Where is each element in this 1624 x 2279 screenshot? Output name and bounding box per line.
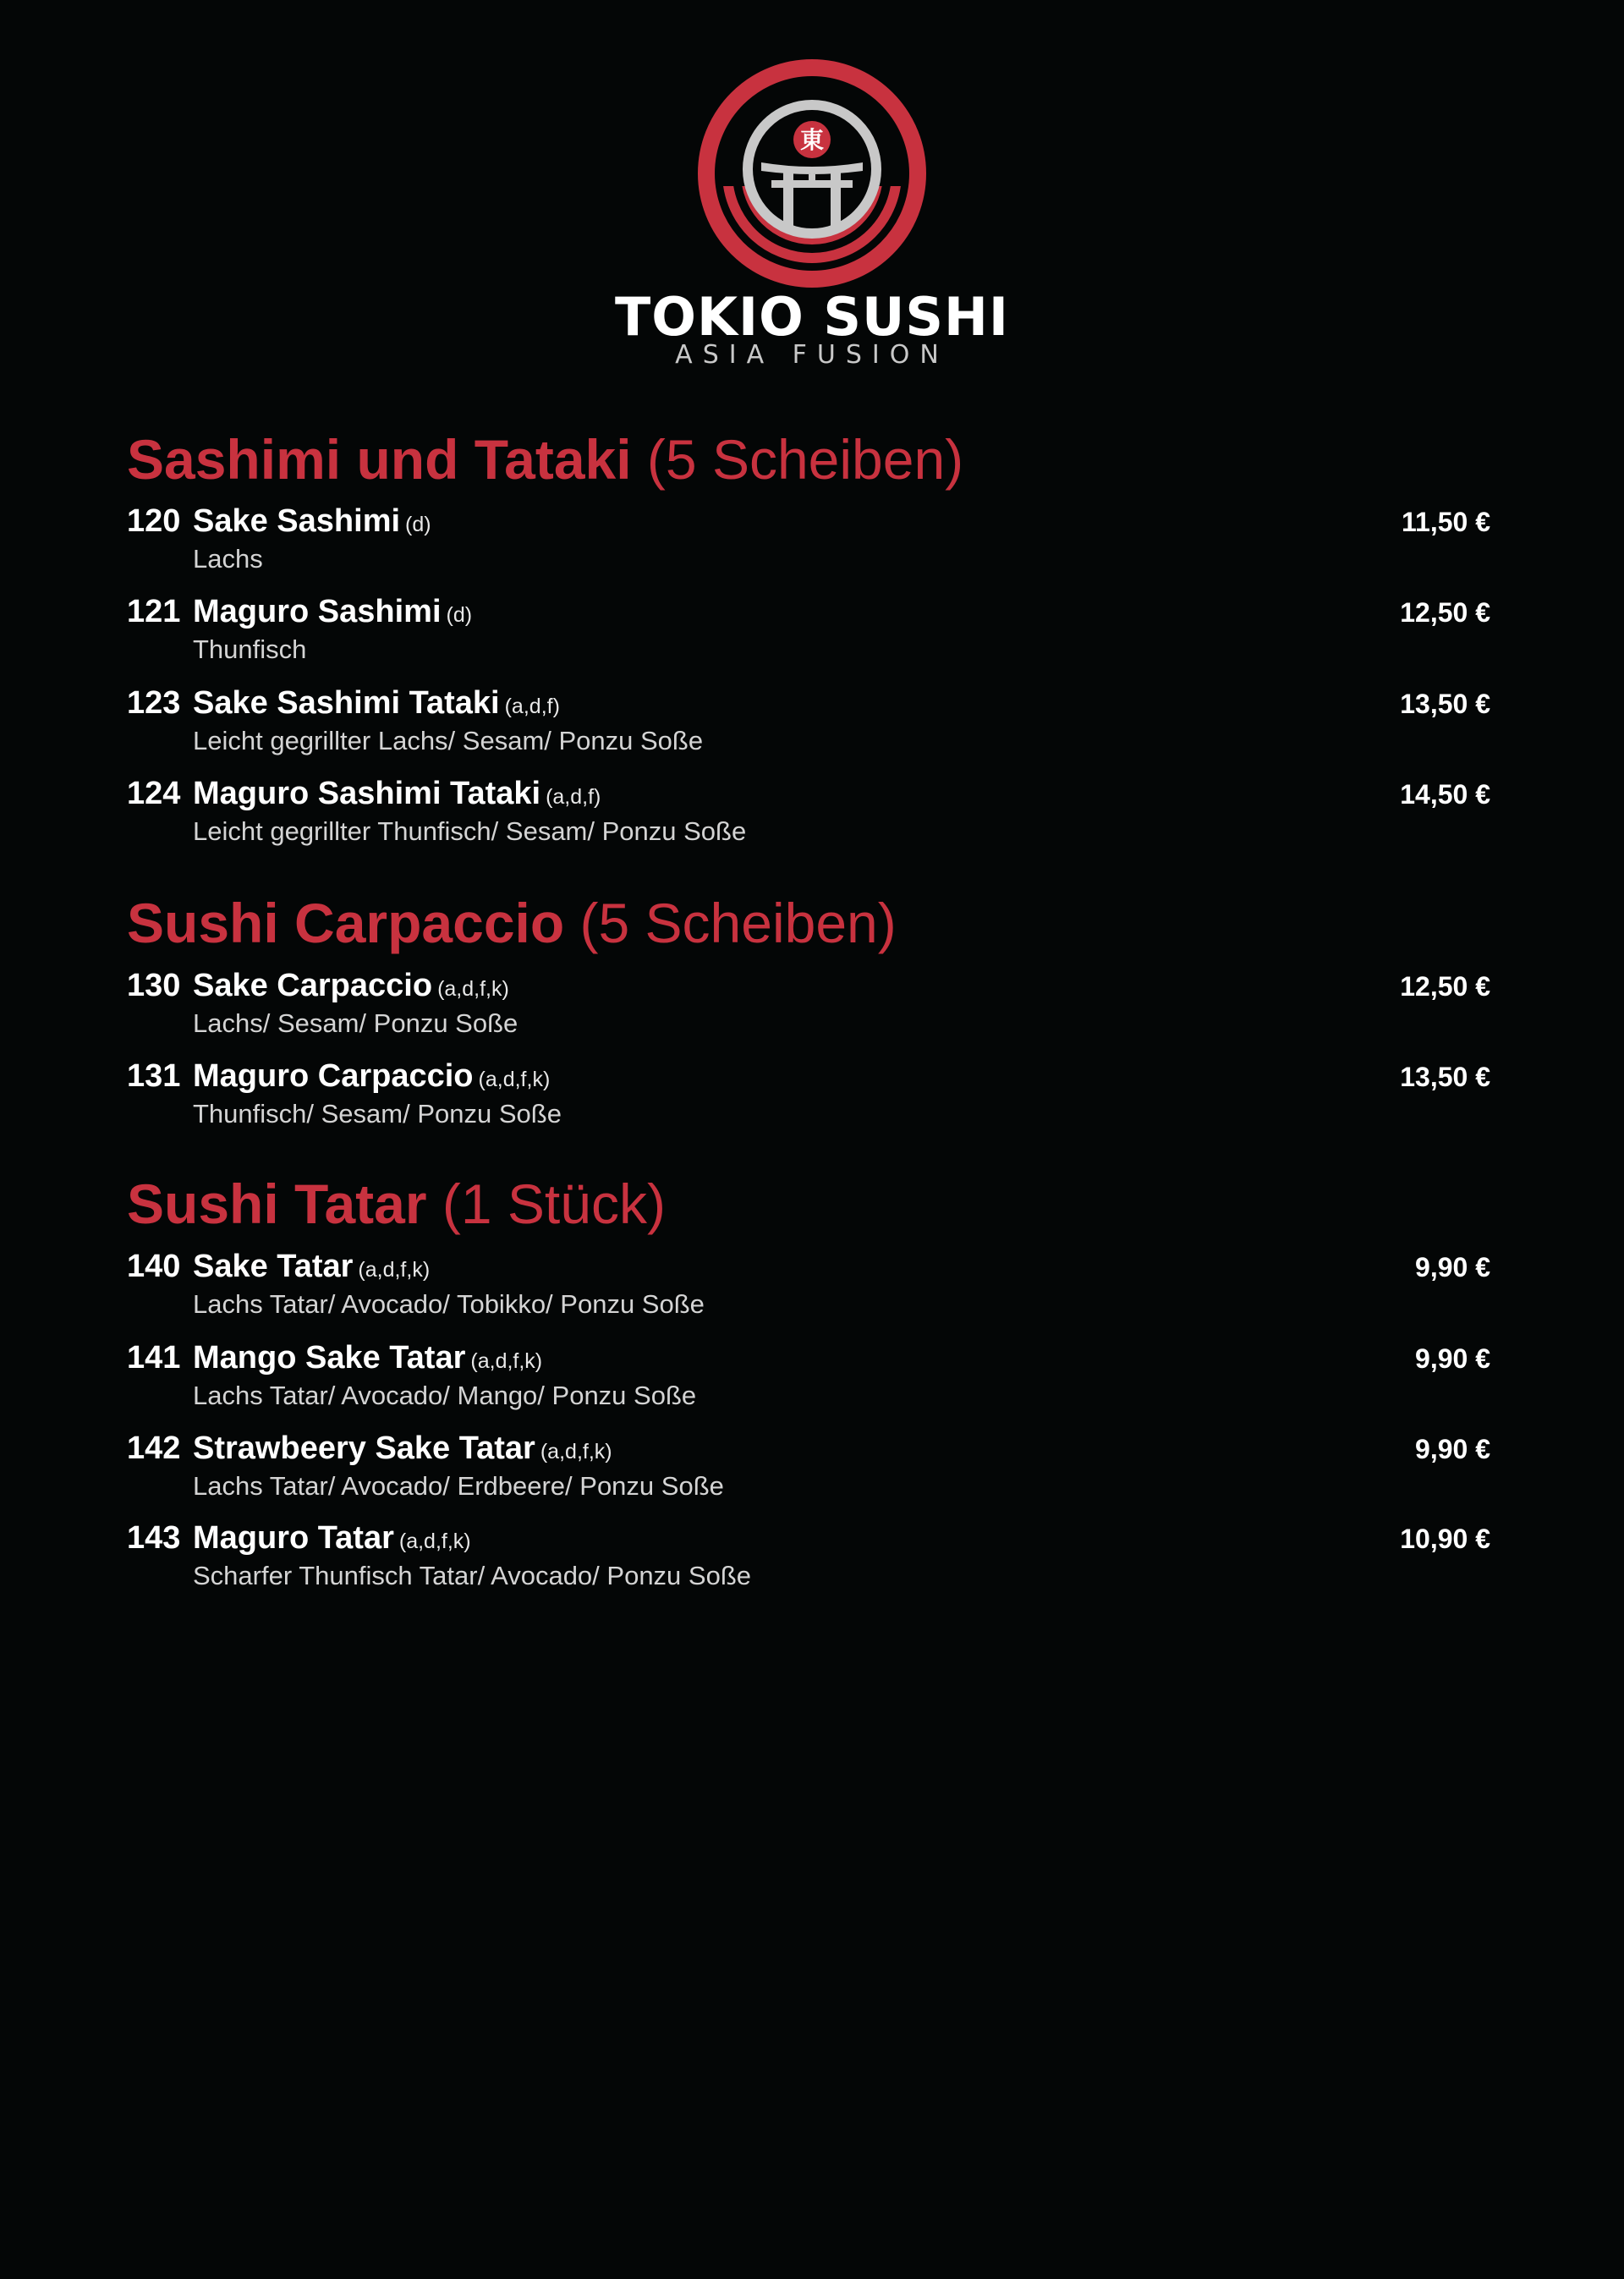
item-price: 9,90 € (1415, 1434, 1490, 1464)
item-price: 13,50 € (1400, 1062, 1490, 1092)
item-allergens: (d) (446, 603, 473, 627)
brand-subtitle: ASIA FUSION (675, 340, 949, 370)
item-number: 121 (127, 594, 181, 629)
item-name-wrap (193, 684, 560, 723)
item-description: Thunfisch (193, 634, 307, 664)
item-price: 10,90 € (1400, 1524, 1490, 1554)
section-title-text: Sashimi und Tataki (127, 428, 632, 491)
item-allergens: (a,d,f,k) (540, 1440, 612, 1464)
item-number: 140 (127, 1249, 181, 1284)
item-name-wrap (193, 1519, 471, 1558)
item-name: Maguro Sashimi Tataki (193, 776, 541, 811)
menu-item (127, 1248, 1490, 1324)
item-name: Mango Sake Tatar (193, 1340, 466, 1376)
section-title-text: Sushi Tatar (127, 1172, 427, 1235)
item-number: 143 (127, 1520, 181, 1556)
item-name: Sake Sashimi (193, 503, 401, 539)
item-name: Maguro Carpaccio (193, 1058, 474, 1094)
menu-item (127, 1057, 1490, 1134)
item-allergens: (d) (405, 513, 431, 536)
item-allergens: (a,d,f,k) (470, 1349, 543, 1373)
item-description: Scharfer Thunfisch Tatar/ Avocado/ Ponzu Soße (193, 1561, 752, 1590)
item-price: 9,90 € (1415, 1343, 1490, 1374)
item-allergens: (a,d,f,k) (358, 1258, 431, 1282)
item-name-wrap (193, 1057, 550, 1096)
item-number: 141 (127, 1340, 181, 1376)
item-description: Lachs Tatar/ Avocado/ Mango/ Ponzu Soße (193, 1381, 697, 1410)
item-name: Maguro Tatar (193, 1520, 394, 1556)
item-allergens: (a,d,f,k) (478, 1068, 551, 1091)
svg-text:東: 東 (799, 126, 825, 154)
section-title-tatar (127, 1172, 666, 1235)
item-price: 12,50 € (1400, 597, 1490, 628)
item-description: Lachs (193, 544, 263, 574)
menu-item (127, 1430, 1490, 1506)
menu-item (127, 967, 1490, 1043)
section-subtitle-text: (1 Stück) (442, 1172, 666, 1235)
item-price: 12,50 € (1400, 971, 1490, 1002)
menu-item (127, 684, 1490, 761)
torii-gate-logo-icon (668, 59, 956, 288)
item-description: Lachs Tatar/ Avocado/ Tobikko/ Ponzu Soße (193, 1289, 705, 1319)
item-name: Strawbeery Sake Tatar (193, 1431, 535, 1466)
item-name-wrap (193, 967, 509, 1006)
section-subtitle-text: (5 Scheiben) (646, 428, 964, 491)
section-title-carpaccio (127, 892, 897, 954)
item-number: 123 (127, 685, 181, 721)
item-name-wrap (193, 1248, 430, 1287)
section-title-sashimi (127, 428, 964, 491)
item-price: 13,50 € (1400, 689, 1490, 719)
item-price: 11,50 € (1402, 507, 1490, 537)
item-description: Leicht gegrillter Thunfisch/ Sesam/ Ponzu Soße (193, 816, 747, 846)
item-name-wrap (193, 593, 472, 632)
item-number: 131 (127, 1058, 181, 1094)
item-name: Sake Sashimi Tataki (193, 685, 500, 721)
menu-item (127, 1519, 1490, 1595)
section-title-text: Sushi Carpaccio (127, 892, 565, 954)
item-name: Sake Tatar (193, 1249, 354, 1284)
item-description: Leicht gegrillter Lachs/ Sesam/ Ponzu Soße (193, 726, 704, 755)
item-description: Lachs/ Sesam/ Ponzu Soße (193, 1008, 518, 1038)
menu-item (127, 1339, 1490, 1415)
item-description: Thunfisch/ Sesam/ Ponzu Soße (193, 1099, 562, 1129)
item-number: 120 (127, 503, 181, 539)
item-name-wrap (193, 775, 601, 814)
item-number: 142 (127, 1431, 181, 1466)
item-price: 14,50 € (1400, 779, 1490, 810)
brand-name: TOKIO SUSHI (614, 286, 1009, 348)
item-allergens: (a,d,f) (546, 785, 601, 809)
item-allergens: (a,d,f,k) (437, 977, 509, 1001)
menu-item (127, 593, 1490, 669)
menu-item (127, 502, 1490, 579)
item-allergens: (a,d,f) (504, 695, 560, 718)
item-description: Lachs Tatar/ Avocado/ Erdbeere/ Ponzu Soße (193, 1471, 724, 1501)
item-name: Sake Carpaccio (193, 968, 433, 1003)
item-number: 124 (127, 776, 181, 811)
item-name-wrap (193, 1339, 542, 1378)
item-allergens: (a,d,f,k) (398, 1529, 471, 1553)
menu-item (127, 775, 1490, 851)
item-number: 130 (127, 968, 181, 1003)
item-name-wrap (193, 1430, 612, 1469)
section-subtitle-text: (5 Scheiben) (579, 892, 897, 954)
item-name-wrap (193, 502, 431, 541)
item-price: 9,90 € (1415, 1252, 1490, 1282)
item-name: Maguro Sashimi (193, 594, 442, 629)
